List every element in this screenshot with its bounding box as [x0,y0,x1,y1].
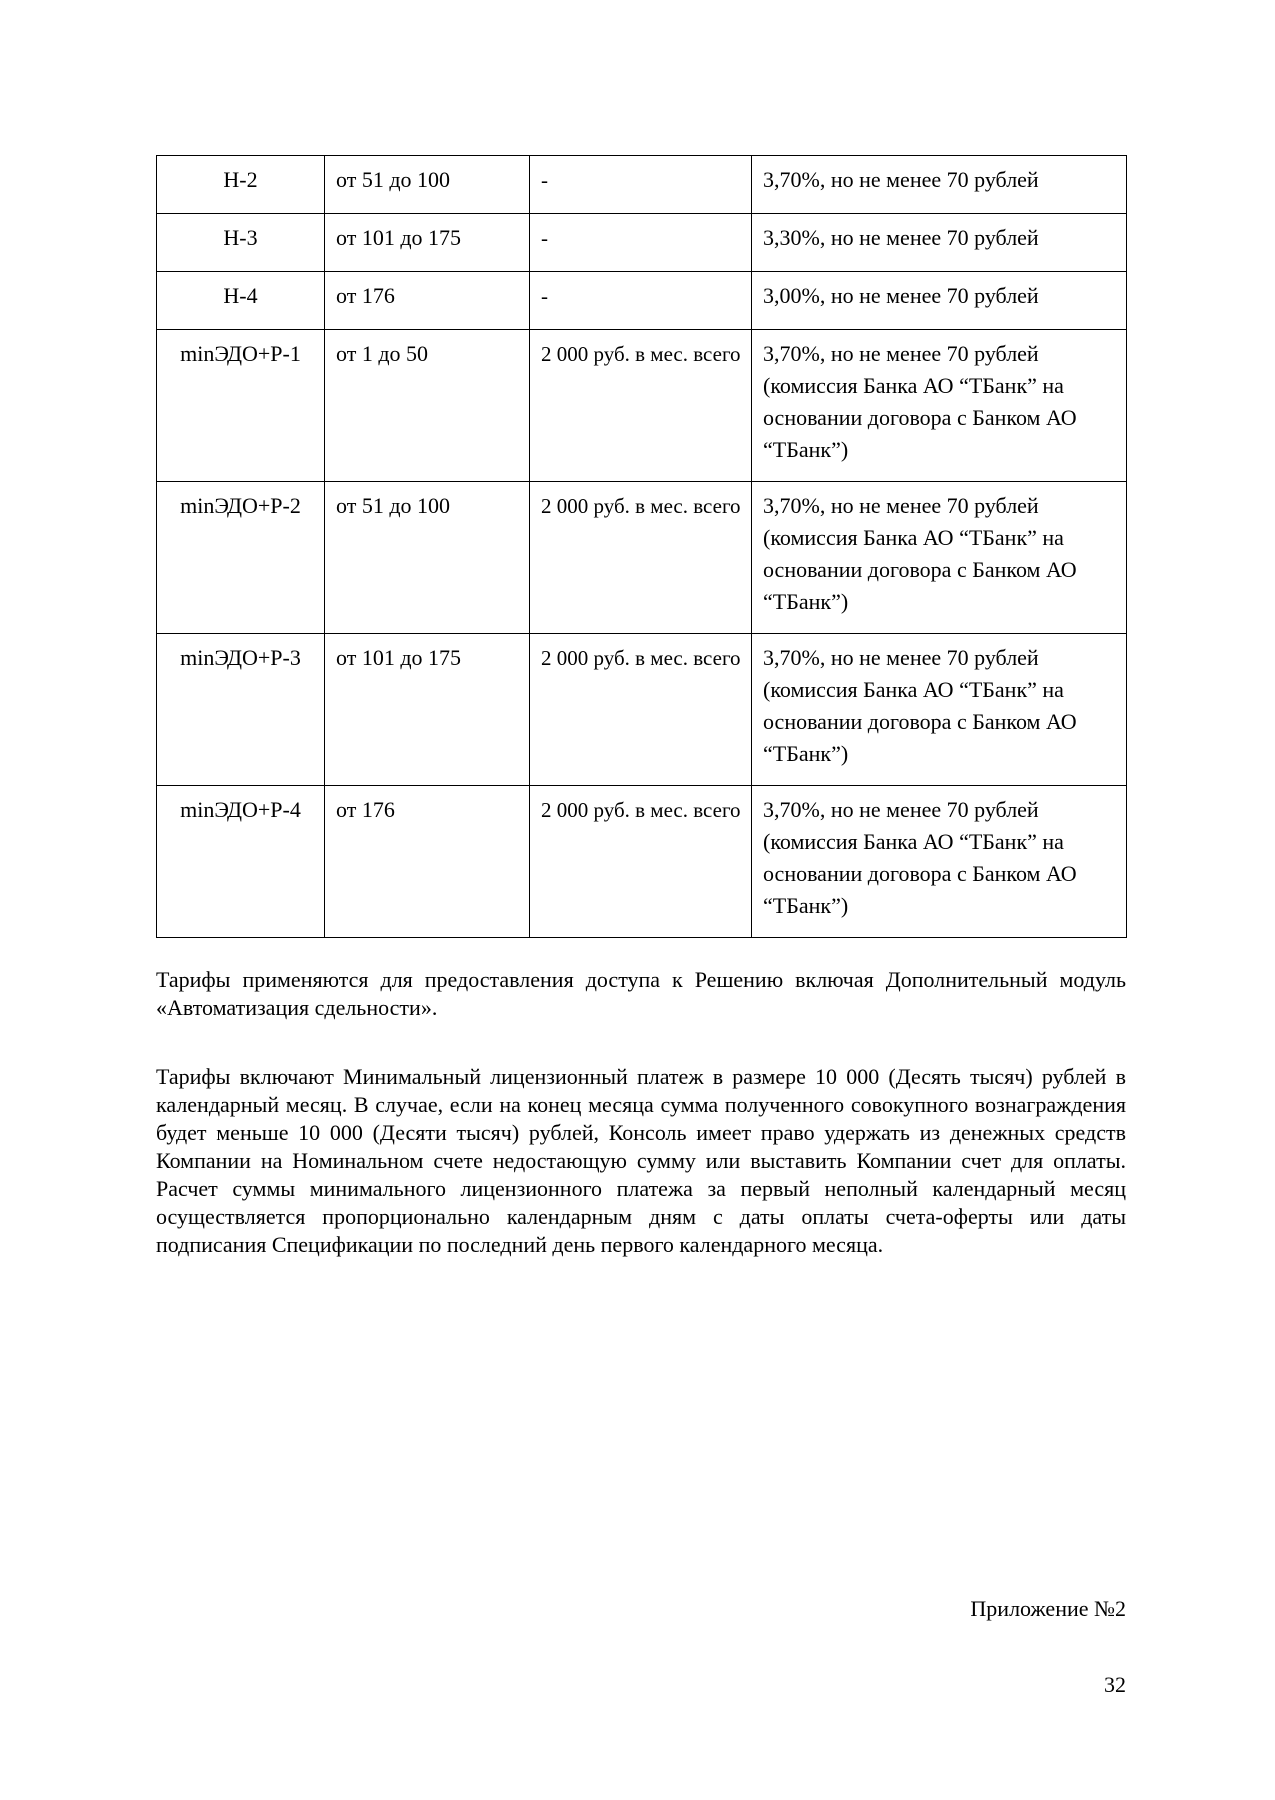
page-number: 32 [1104,1672,1126,1697]
tariff-name-cell: minЭДО+Р-4 [157,786,325,938]
tariff-commission-cell: 3,70%, но не менее 70 рублей (комиссия Банка АО “ТБанк” на основании договора с Банком АО “ТБанк”) [752,634,1127,786]
table-row [157,272,1127,330]
tariff-name-cell: Н-3 [157,214,325,272]
appendix-label: Приложение №2 [970,1596,1126,1621]
table-row [157,634,1127,786]
tariff-commission-cell: 3,70%, но не менее 70 рублей (комиссия Банка АО “ТБанк” на основании договора с Банком АО “ТБанк”) [752,786,1127,938]
tariff-fee-cell: 2 000 руб. в мес. всего [530,330,752,482]
tariff-commission-cell: 3,70%, но не менее 70 рублей (комиссия Банка АО “ТБанк” на основании договора с Банком АО “ТБанк”) [752,330,1127,482]
tariff-fee-cell: - [530,272,752,330]
tariff-fee-cell: 2 000 руб. в мес. всего [530,786,752,938]
minimum-payment-paragraph: Тарифы включают Минимальный лицензионный платеж в размере 10 000 (Десять тысяч) рублей в календарный месяц. В случае, если на конец месяца сумма полученного совокупного вознаграждения будет меньше 10 000 (Десяти тысяч) рублей, Консоль имеет право удержать из денежных средств Компании на Номинальном счете недостающую сумму или выставить Компании счет для оплаты. Расчет суммы минимального лицензионного платежа за первый неполный календарный месяц осуществляется пропорционально календарным дням с даты оплаты счета-оферты или даты подписания Спецификации по последний день первого календарного месяца. [156,1064,1126,1257]
tariff-fee-cell: 2 000 руб. в мес. всего [530,482,752,634]
tariff-name-cell: minЭДО+Р-3 [157,634,325,786]
tariff-name-cell: Н-2 [157,156,325,214]
tariff-range-cell: от 51 до 100 [325,156,530,214]
tariff-table [156,155,1127,938]
tariff-range-cell: от 101 до 175 [325,214,530,272]
tariff-range-cell: от 176 [325,786,530,938]
tariff-scope-paragraph: Тарифы применяются для предоставления доступа к Решению включая Дополнительный модуль «Автоматизация сдельности». [156,967,1126,1020]
tariff-fee-cell: 2 000 руб. в мес. всего [530,634,752,786]
table-row [157,156,1127,214]
table-row [157,330,1127,482]
table-row [157,482,1127,634]
tariff-commission-cell: 3,30%, но не менее 70 рублей [752,214,1127,272]
tariff-range-cell: от 101 до 175 [325,634,530,786]
tariff-commission-cell: 3,70%, но не менее 70 рублей (комиссия Банка АО “ТБанк” на основании договора с Банком АО “ТБанк”) [752,482,1127,634]
table-row [157,786,1127,938]
table-row [157,214,1127,272]
tariff-range-cell: от 51 до 100 [325,482,530,634]
tariff-fee-cell: - [530,156,752,214]
tariff-name-cell: minЭДО+Р-1 [157,330,325,482]
tariff-name-cell: minЭДО+Р-2 [157,482,325,634]
tariff-range-cell: от 1 до 50 [325,330,530,482]
tariff-range-cell: от 176 [325,272,530,330]
tariff-commission-cell: 3,70%, но не менее 70 рублей [752,156,1127,214]
tariff-name-cell: Н-4 [157,272,325,330]
tariff-fee-cell: - [530,214,752,272]
tariff-commission-cell: 3,00%, но не менее 70 рублей [752,272,1127,330]
